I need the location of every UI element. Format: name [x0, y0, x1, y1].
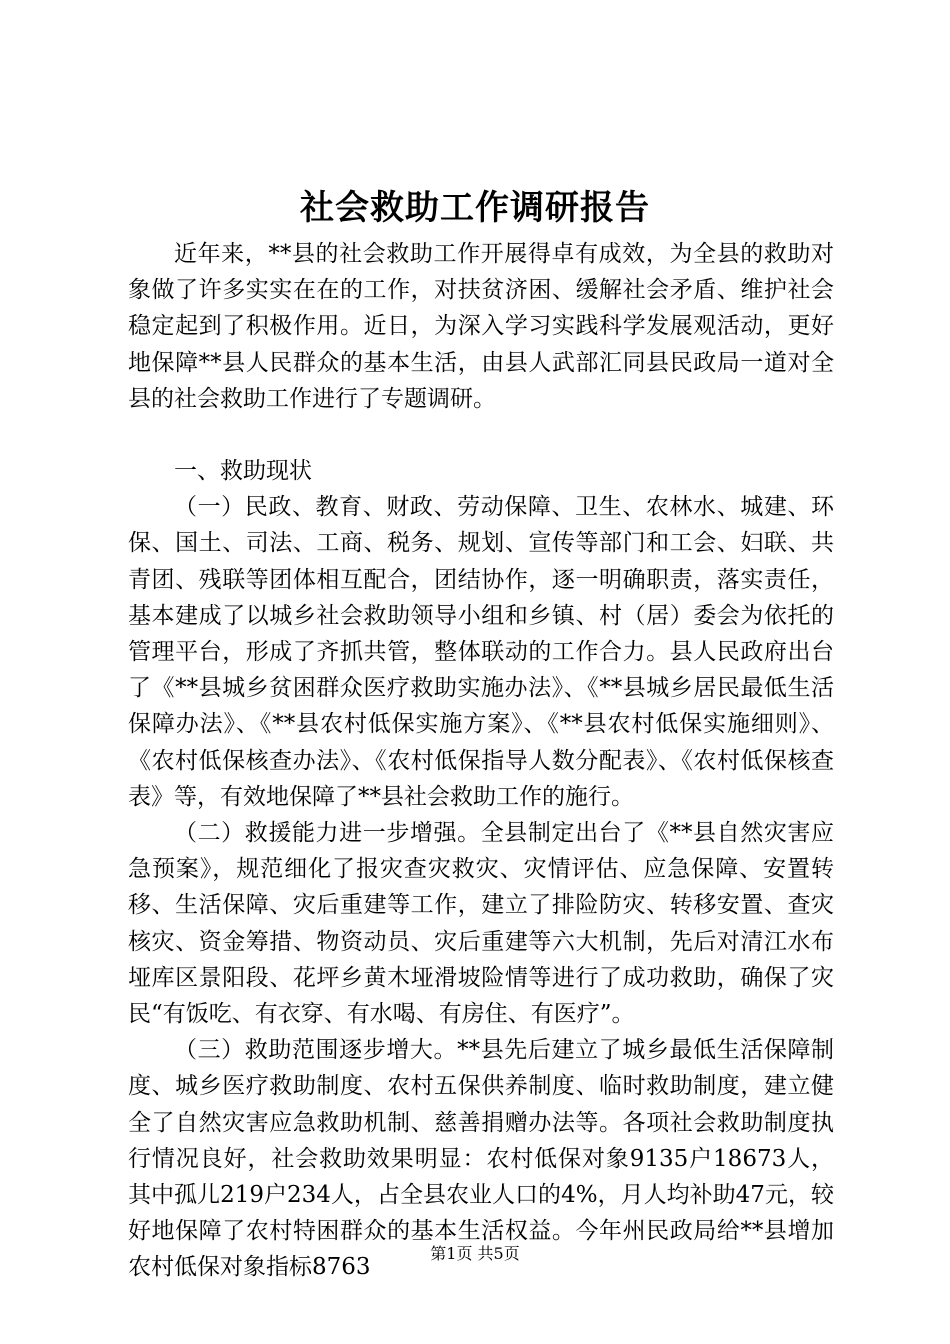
- paragraph-section-2: （二）救援能力进一步增强。全县制定出台了《**县自然灾害应急预案》，规范细化了报灾查灾救灾、灾情评估、应急保障、安置转移、生活保障、灾后重建等工作，建立了排险防灾、转移安置、查灾核灾、资金筹措、物资动员、灾后重建等六大机制，先后对清江水布垭库区景阳段、花坪乡黄木垭滑坡险情等进行了成功救助，确保了灾民“有饭吃、有衣穿、有水喝、有房住、有医疗”。: [128, 820, 834, 1028]
- paragraph-section-1: （一）民政、教育、财政、劳动保障、卫生、农林水、城建、环保、国土、司法、工商、税务、规划、宣传等部门和工会、妇联、共青团、残联等团体相互配合，团结协作，逐一明确职责，落实责任，基本建成了以城乡社会救助领导小组和乡镇、村（居）委会为依托的管理平台，形成了齐抓共管，整体联动的工作合力。县人民政府出台了《**县城乡贫困群众医疗救助实施办法》、《**县城乡居民最低生活保障办法》、《**县农村低保实施方案》、《**县农村低保实施细则》、《农村低保核查办法》、《农村低保指导人数分配表》、《农村低保核查表》等，有效地保障了**县社会救助工作的施行。: [128, 494, 834, 810]
- paragraph-section-3: （三）救助范围逐步增大。**县先后建立了城乡最低生活保障制度、城乡医疗救助制度、农村五保供养制度、临时救助制度，建立健全了自然灾害应急救助机制、慈善捐赠办法等。各项社会救助制度执行情况良好，社会救助效果明显：农村低保对象9135户18673人，其中孤儿219户234人，占全县农业人口的4%，月人均补助47元，较好地保障了农村特困群众的基本生活权益。今年州民政局给**县增加农村低保对象指标8763: [128, 1037, 834, 1281]
- document-title: 社会救助工作调研报告: [300, 188, 650, 228]
- page-number-footer: 第1页 共5页: [430, 1244, 520, 1263]
- document-body: [128, 236, 834, 1286]
- section-heading-status: 一、救助现状: [174, 458, 312, 485]
- paragraph-intro: 近年来，**县的社会救助工作开展得卓有成效，为全县的救助对象做了许多实实在在的工作，对扶贫济困、缓解社会矛盾、维护社会稳定起到了积极作用。近日，为深入学习实践科学发展观活动，更好地保障**县人民群众的基本生活，由县人武部汇同县民政局一道对全县的社会救助工作进行了专题调研。: [128, 241, 834, 412]
